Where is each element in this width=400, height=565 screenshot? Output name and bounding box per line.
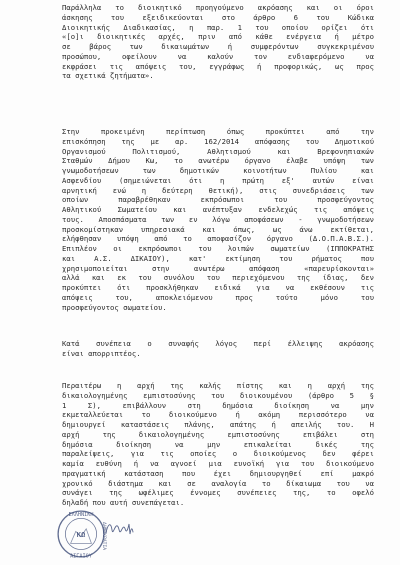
text-line: «[ο]ι διοικητικές αρχές, πριν από κάθε ενέργεια ή μέτρο — [62, 32, 374, 42]
text-line: Κατά συνέπεια ο συναφής λόγος περί έλλειψης ακρόασης — [62, 339, 374, 348]
paragraph-case-facts — [62, 127, 374, 312]
paragraph-good-faith — [62, 381, 374, 508]
text-line: δικαιολογημένης εμπιστοσύνης του διοικουμένου (άρθρο 5 § — [62, 390, 374, 400]
text-line: πραγματική κατάσταση που έχει δημιουργηθεί επί μακρό — [62, 468, 374, 478]
stamp-center: ΚΩ — [76, 530, 86, 540]
text-line: Σταθμών Δήμου Κω, το ανωτέρω όργανο έλαβε υπόψη των — [62, 156, 374, 166]
text-line: Επιπλέον οι εκπρόσωποι του λοιπών σωματείων (ΙΠΠΟΚΡΑΤΗΣ — [62, 244, 374, 253]
text-line: και Α.Σ. ΔΙΚΑΙΟΥ), κατ' εκτίμηση του ρήματος που — [62, 253, 374, 263]
text-line: δημόσια διοίκηση να μην επικαλείται δικές της — [62, 439, 374, 449]
text-line: χρησιμοποιείται στην ανωτέρω απόφαση «παρευρίσκονται» — [62, 263, 374, 273]
text-line: εκμεταλλεύεται το διοικούμενο ή ακόμη περισσότερο να — [62, 410, 374, 420]
text-line: Περαιτέρω η αρχή της καλής πίστης και η αρχή της — [62, 381, 374, 390]
paragraph-conclusion — [62, 339, 374, 359]
text-line: Οργανισμού Πολιτισμού, Αθλητισμού και Βρεφονηπιακών — [62, 146, 374, 156]
text-line: γνωμοδοτήσεων των δημοτικών κοινοτήτων Πυλίου και — [62, 166, 374, 175]
text-line: 1 Σ), επιβάλλουν στη δημόσια διοίκηση να μην — [62, 400, 374, 410]
text-line: συνάγει της ωφέλιμες έννομες συνέπειες της, το οφελό — [62, 488, 374, 498]
text-line: προσώπου, οφείλουν να καλούν τον ενδιαφερόμενο να — [62, 51, 374, 61]
text-line: αρχή της δικαιολογημένης εμπιστοσύνης επιβάλει στη — [62, 429, 374, 439]
text-line: χρονικό διάστημα και σε αναλογία το δίκαιωμα του να — [62, 478, 374, 488]
text-line: τα σχετικά ζητήματα». — [62, 71, 154, 81]
text-line: ελήφθησαν υπόψη από το αποφασίζον όργανο (Δ.Ο.Π.Α.Β.Σ.). — [62, 234, 374, 244]
official-stamp — [55, 508, 107, 560]
text-line: Αθλητικού Σωματείου και ανέπτυξαν ενδελεχώς τις απόψεις — [62, 205, 374, 214]
text-line: αρνητική ενώ η δεύτερη θετική), στις συνεδριάσεις των — [62, 185, 374, 195]
text-line: Στην προκειμένη περίπτωση όπως προκύπτει από την — [62, 127, 374, 136]
paragraph-hearing-precedent — [62, 3, 374, 81]
text-line: προσφεύγοντος σωματείου. — [62, 302, 167, 312]
text-line: Ασφενδίου (σημειώνεται ότι η πρώτη εξ' αυτών είναι — [62, 175, 374, 185]
stamp-ring-side: ΔΗΜΟΚΡΑΤΙΑ — [100, 522, 106, 551]
text-line: οποίων παραβρέθηκαν εκπρόσωποι του προσφεύγοντος — [62, 195, 374, 205]
text-line: Διοικητικής Διαδικασίας, η παρ. 1 του οποίου ορίζει ότι — [62, 22, 374, 32]
text-line: προσκομίστηκαν υπηρεσιακά και όπως, ως άνω εκτίθεται, — [62, 224, 374, 234]
text-line: εκφράσει τις απόψεις του, εγγράφως ή προφορικώς, ως προς — [62, 61, 374, 71]
text-line: τους. Αποσπάσματα των εν λόγω αποφάσεων - γνωμοδοτήσεων — [62, 214, 374, 224]
text-line: παραλείψεις, για τις οποίες ο διοικούμενος δεν φέρει — [62, 449, 374, 459]
text-line: απόψεις του, αποκλειόμενου προς τούτο μόνο του — [62, 292, 374, 302]
text-line: αλλά και εκ του συνόλου του περιεχόμενου της ίδιας, δεν — [62, 273, 374, 283]
text-line: σε βάρος των δικαιωμάτων ή συμφερόντων συγκεκριμένου — [62, 42, 374, 51]
stamp-ring-top: ΕΛΛΗΝΙΚΗ — [68, 511, 94, 518]
text-line: καμία ευθύνη ή να αγνοεί μια ευνοϊκή για του διοικούμενο — [62, 459, 374, 468]
stamp-ring-bottom: ΑΙΓΑΙΟΥ — [70, 553, 92, 560]
handwritten-signature — [104, 518, 134, 540]
text-line: άσκησης του εξειδικεύονται στο άρθρο 6 του Κώδικα — [62, 12, 374, 22]
text-line: επισκόπηση της με αρ. 162/2014 απόφασης του Δημοτικού — [62, 136, 374, 146]
text-line: Παράλληλα το διοικητικό προηγούμενο ακρόασης και οι όροι — [62, 3, 374, 12]
text-line: προκύπτει ότι προσκλήθηκαν ειδικά για να εκθέσουν τις — [62, 283, 374, 292]
text-line: είναι απορριπτέος. — [62, 348, 141, 358]
text-line: δηλαδή που αυτή συνεπάγεται. — [62, 498, 185, 507]
text-line: δημιουργεί καταστάσεις πλάνης, απάτης ή απειλής του. Η — [62, 420, 374, 429]
